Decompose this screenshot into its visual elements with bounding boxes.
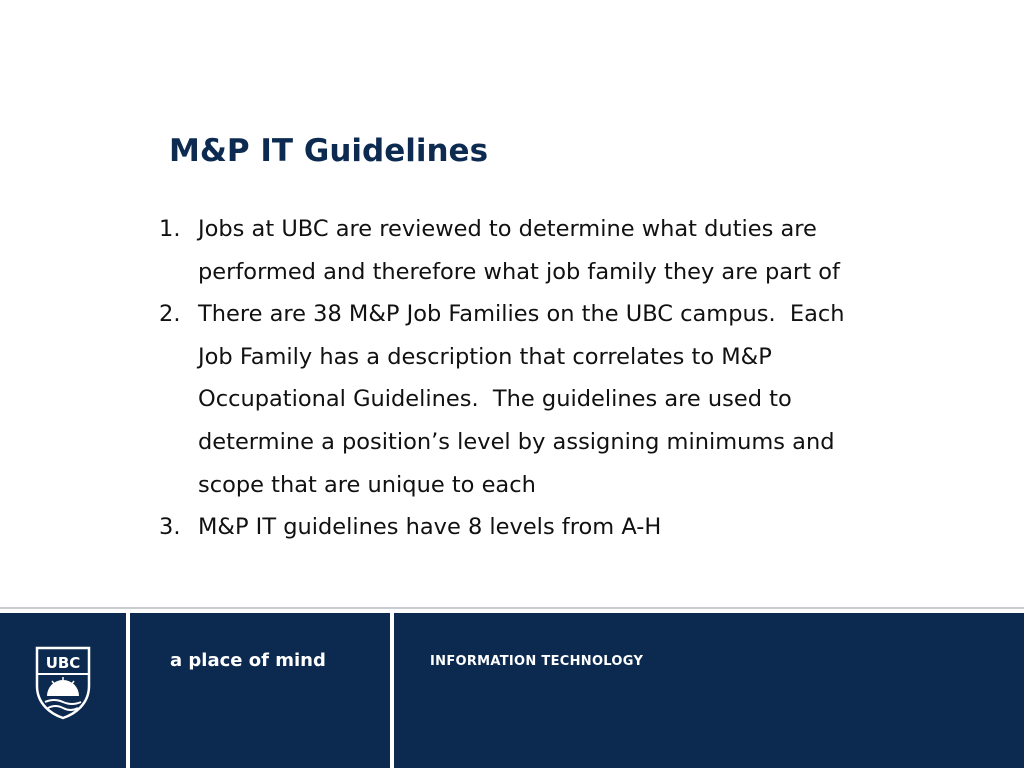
- list-line: Occupational Guidelines. The guidelines are used to: [198, 386, 792, 413]
- list-line: determine a position’s level by assigning minimums and: [198, 428, 835, 455]
- list-line: There are 38 M&P Job Families on the UBC campus. Each: [198, 301, 845, 328]
- list-line: M&P IT guidelines have 8 levels from A-H: [198, 514, 662, 541]
- list-line: Job Family has a description that correlates to M&P: [198, 343, 772, 370]
- list-item: [159, 293, 959, 506]
- list-item: [159, 208, 959, 293]
- footer-separator: [390, 613, 394, 768]
- tagline: a place of mind: [170, 650, 326, 671]
- department-name: INFORMATION TECHNOLOGY: [430, 654, 644, 669]
- footer-separator: [126, 613, 130, 768]
- list-line: scope that are unique to each: [198, 471, 536, 498]
- ubc-logo-text: UBC: [45, 654, 81, 672]
- guidelines-list: [159, 208, 959, 549]
- list-item: [159, 506, 959, 549]
- ubc-crest-logo: [35, 646, 91, 720]
- list-number: 1.: [159, 216, 181, 242]
- list-line: Jobs at UBC are reviewed to determine what duties are: [198, 216, 817, 242]
- footer-divider-line: [0, 607, 1024, 609]
- list-line: performed and therefore what job family they are part of: [198, 258, 840, 285]
- slide-title: M&P IT Guidelines: [169, 133, 489, 169]
- list-number: 2.: [159, 301, 181, 328]
- footer-banner: [0, 613, 1024, 768]
- list-number: 3.: [159, 514, 181, 541]
